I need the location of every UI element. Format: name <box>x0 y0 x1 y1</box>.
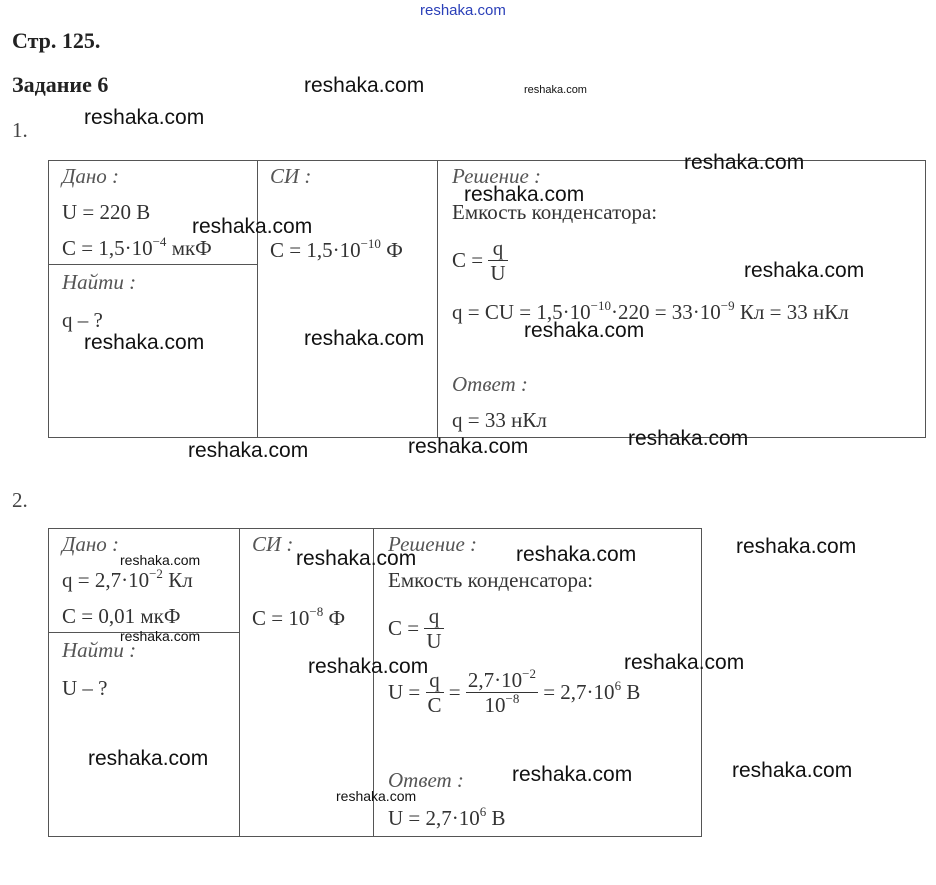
given-label: Дано : <box>62 164 120 188</box>
answer-value: $U = 2,7\cdot 10^6$ В <box>388 804 506 830</box>
watermark: reshaka.com <box>736 535 857 558</box>
watermark: reshaka.com <box>524 84 587 96</box>
watermark: reshaka.com <box>192 215 313 238</box>
solution-text: Емкость конденсатора: <box>388 568 594 592</box>
given-capacitance: $C = 1,5\cdot 10^{-4}$ мкФ <box>62 234 212 260</box>
table-divider <box>257 160 258 437</box>
watermark: reshaka.com <box>628 427 749 450</box>
given-label: Дано : <box>62 532 120 556</box>
problem-1-number: 1. <box>12 118 28 142</box>
watermark: reshaka.com <box>304 74 425 97</box>
given-voltage: U = 220 В <box>62 200 151 224</box>
watermark: reshaka.com <box>84 106 205 129</box>
solution-label: Решение : <box>452 164 542 188</box>
watermark: reshaka.com <box>120 552 201 568</box>
watermark: reshaka.com <box>624 651 745 674</box>
capacitance-formula: C = $\frac{q}{U}$ <box>452 236 506 285</box>
watermark: reshaka.com <box>524 319 645 342</box>
charge-calculation: q = CU = $1,5\cdot 10^{-10}\cdot 220 = 33\cdot 10^{-9}$ Кл = 33 нКл <box>452 298 849 324</box>
si-label: СИ : <box>252 532 294 556</box>
find-label: Найти : <box>62 638 137 662</box>
table-divider <box>239 528 240 836</box>
si-label: СИ : <box>270 164 312 188</box>
watermark: reshaka.com <box>516 543 637 566</box>
solution-text: Емкость конденсатора: <box>452 200 658 224</box>
watermark: reshaka.com <box>744 259 865 282</box>
watermark: reshaka.com <box>308 655 429 678</box>
watermark: reshaka.com <box>408 435 529 458</box>
watermark: reshaka.com <box>188 439 309 462</box>
find-value: U – ? <box>62 676 108 700</box>
voltage-calculation: U = $\frac{q}{C}$ = $\frac{2,7\cdot 10^{-2}}{10^{-8}}$ = $2,7\cdot 10^6$ В <box>388 666 641 717</box>
answer-label: Ответ : <box>452 372 528 396</box>
watermark: reshaka.com <box>732 759 853 782</box>
watermark: reshaka.com <box>304 327 425 350</box>
task-label: Задание 6 <box>12 72 109 97</box>
watermark: reshaka.com <box>464 183 585 206</box>
given-capacitance: C = 0,01 мкФ <box>62 604 181 628</box>
table-divider <box>437 160 438 437</box>
table-divider <box>48 264 257 265</box>
si-capacitance: $C = 10^{-8}$ Ф <box>252 604 346 630</box>
watermark: reshaka.com <box>684 151 805 174</box>
watermark: reshaka.com <box>84 331 205 354</box>
watermark: reshaka.com <box>296 547 417 570</box>
find-value: q – ? <box>62 308 103 332</box>
answer-label: Ответ : <box>388 768 464 792</box>
solution-label: Решение : <box>388 532 478 556</box>
answer-value: q = 33 нКл <box>452 408 547 432</box>
watermark: reshaka.com <box>88 747 209 770</box>
watermark: reshaka.com <box>512 763 633 786</box>
given-charge: $q = 2,7\cdot 10^{-2}$ Кл <box>62 566 193 592</box>
problem-2-number: 2. <box>12 488 28 512</box>
capacitance-formula: C = $\frac{q}{U}$ <box>388 604 442 653</box>
watermark: reshaka.com <box>120 628 201 644</box>
find-label: Найти : <box>62 270 137 294</box>
si-capacitance: $C = 1,5\cdot 10^{-10}$ Ф <box>270 236 403 262</box>
watermark: reshaka.com <box>336 788 417 804</box>
page-label: Стр. 125. <box>12 28 101 53</box>
watermark: reshaka.com <box>420 2 506 19</box>
